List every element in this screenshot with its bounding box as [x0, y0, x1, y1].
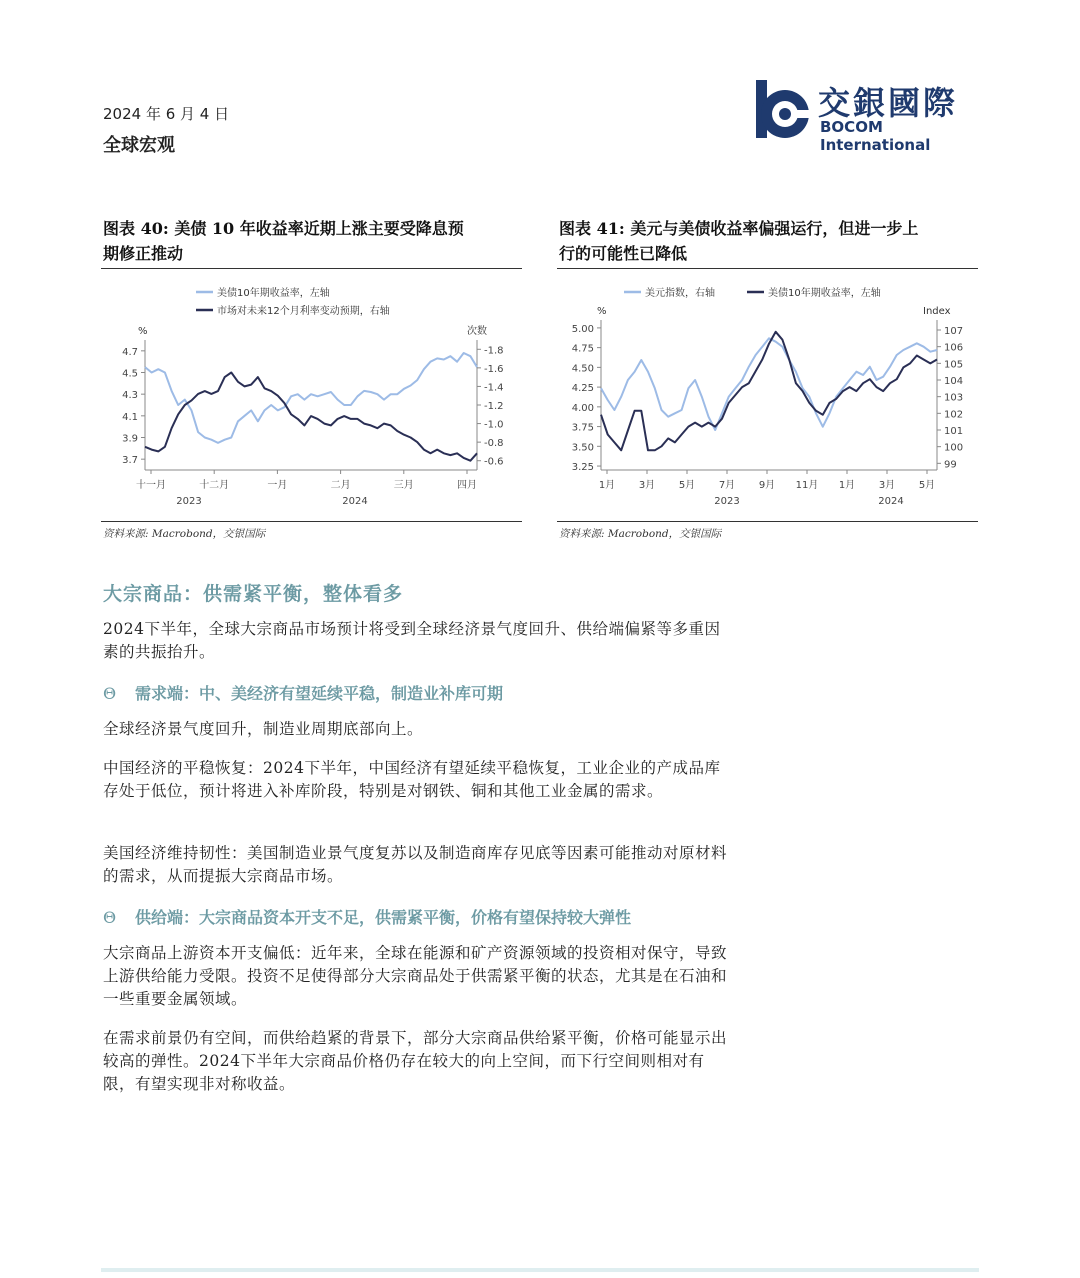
figure-40-title-line1: 图表 40: 美债 10 年收益率近期上涨主要受降息预 — [103, 219, 464, 238]
paragraph-upstream-capex: 大宗商品上游资本开支偏低：近年来，全球在能源和矿产资源领域的投资相对保守，导致上游供给能力受限。投资不足使得部分大宗商品处于供需紧平衡的状态，尤其是在石油和一些重要金属领域。 — [103, 944, 728, 1008]
right-axis-unit: 次数 — [467, 326, 487, 337]
left-axis-tick-label: 3.25 — [571, 462, 594, 474]
right-axis-tick-label: 106 — [944, 342, 964, 354]
legend-label-dxy: 美元指数，右轴 — [645, 288, 715, 299]
logo-chinese-name: 交銀國際 — [818, 84, 959, 122]
x-axis-tick-label: 11月 — [795, 480, 819, 491]
right-axis-tick-label: -1.8 — [484, 345, 504, 357]
right-axis-tick-label: 102 — [944, 409, 964, 421]
paragraph-us-economy: 美国经济维持韧性：美国制造业景气度复苏以及制造商库存见底等因素可能推动对原材料的需求，从而提振大宗商品市场。 — [103, 844, 728, 885]
x-axis-tick-label: 二月 — [330, 480, 351, 491]
left-axis-tick-label: 4.5 — [122, 368, 138, 380]
x-axis-tick-label: 3月 — [638, 480, 656, 491]
left-axis-tick-label: 4.00 — [571, 402, 594, 414]
right-axis-tick-label: 105 — [944, 359, 964, 371]
x-axis-year-label: 2024 — [878, 496, 904, 507]
x-axis-tick-label: 三月 — [393, 480, 414, 491]
figure-41-source: 资料来源: Macrobond，交银国际 — [559, 528, 722, 540]
right-axis-tick-label: 107 — [944, 326, 964, 337]
figure-40-chart — [101, 280, 523, 514]
paragraph-china-economy: 中国经济的平稳恢复：2024下半年，中国经济有望延续平稳恢复，工业企业的产成品库存处于低位，预计将进入补库阶段，特别是对钢铁、铜和其他工业金属的需求。 — [103, 759, 721, 800]
left-axis-tick-label: 3.50 — [571, 442, 594, 454]
bullet-demand — [103, 681, 503, 704]
bullet-supply-text: 供给端：大宗商品资本开支不足，供需紧平衡，价格有望保持较大弹性 — [135, 908, 632, 927]
left-axis-tick-label: 4.75 — [571, 343, 594, 355]
right-axis-tick-label: 101 — [944, 426, 964, 437]
x-axis-tick-label: 十二月 — [199, 480, 230, 491]
right-axis-tick-label: -1.0 — [484, 419, 504, 431]
left-axis-tick-label: 3.75 — [571, 422, 594, 434]
left-axis-unit: % — [597, 306, 607, 317]
left-axis-tick-label: 3.9 — [122, 433, 138, 445]
series-line-1 — [601, 332, 937, 451]
chart-legend — [196, 286, 390, 317]
chart-legend — [624, 286, 881, 299]
series-line-0 — [601, 338, 937, 430]
report-date: 2024 年 6 月 4 日 — [103, 105, 230, 123]
x-axis-year-label: 2023 — [176, 496, 202, 507]
figure-40-top-rule — [101, 268, 522, 269]
right-axis-tick-label: -1.2 — [484, 401, 504, 412]
left-axis-tick-label: 4.25 — [571, 383, 594, 395]
figure-40-source: 资料来源: Macrobond，交银国际 — [103, 528, 266, 540]
right-axis-tick-label: -0.6 — [484, 456, 504, 468]
right-axis-tick-label: 100 — [944, 442, 964, 454]
bocom-logo-mark-icon — [752, 76, 814, 142]
x-axis-tick-label: 十一月 — [136, 480, 166, 491]
intro-paragraph: 2024下半年，全球大宗商品市场预计将受到全球经济景气度回升、供给端偏紧等多重因素的共振抬升。 — [103, 620, 721, 661]
figure-41-bottom-rule — [557, 521, 978, 522]
figure-41-top-rule — [557, 268, 978, 269]
x-axis-tick-label: 一月 — [267, 480, 288, 491]
left-axis-tick-label: 4.1 — [122, 411, 138, 423]
paragraph-global-cycle: 全球经济景气度回升，制造业周期底部向上。 — [103, 720, 424, 738]
left-axis-unit: % — [138, 326, 148, 337]
x-axis-tick-label: 3月 — [878, 480, 896, 491]
paragraph-price-elasticity: 在需求前景仍有空间，而供给趋紧的背景下，部分大宗商品供给紧平衡，价格可能显示出较高的弹性。2024下半年大宗商品价格仍存在较大的向上空间，而下行空间则相对有限，有望实现非对称收益。 — [103, 1029, 728, 1093]
x-axis-tick-label: 7月 — [718, 480, 736, 491]
figure-41-title-line1: 图表 41: 美元与美债收益率偏强运行，但进一步上 — [559, 219, 919, 238]
bocom-logo — [752, 76, 984, 154]
left-axis-tick-label: 4.7 — [122, 346, 138, 358]
figure-40-title-line2: 期修正推动 — [103, 244, 184, 263]
right-axis-unit: Index — [923, 306, 951, 317]
right-axis-tick-label: 99 — [944, 459, 957, 471]
legend-label-yield: 美债10年期收益率，左轴 — [768, 288, 881, 299]
right-axis-tick-label: -1.4 — [484, 382, 504, 394]
series-line-1 — [145, 373, 477, 461]
section-heading: 大宗商品：供需紧平衡，整体看多 — [103, 583, 404, 605]
logo-english-name: BOCOM International — [820, 118, 931, 154]
figure-41-title — [559, 216, 979, 266]
figure-40-title — [103, 216, 523, 266]
x-axis-tick-label: 四月 — [457, 480, 477, 491]
x-axis-year-label: 2023 — [714, 496, 740, 507]
bullet-marker-icon: Θ — [103, 908, 117, 927]
right-axis-tick-label: 104 — [944, 376, 964, 387]
figure-41-title-line2: 行的可能性已降低 — [559, 244, 688, 263]
bullet-marker-icon: Θ — [103, 684, 117, 703]
left-axis-tick-label: 3.7 — [122, 455, 138, 467]
footer-bar — [101, 1268, 979, 1272]
legend-label-rate-expectation: 市场对未来12个月利率变动预期，右轴 — [217, 306, 390, 317]
x-axis-tick-label: 1月 — [838, 480, 856, 491]
x-axis-year-label: 2024 — [342, 496, 368, 507]
right-axis-tick-label: -0.8 — [484, 438, 504, 450]
x-axis-tick-label: 1月 — [598, 480, 616, 491]
left-axis-tick-label: 5.00 — [571, 323, 594, 335]
x-axis-tick-label: 5月 — [918, 480, 936, 491]
bullet-supply — [103, 905, 631, 928]
legend-label-yield: 美债10年期收益率，左轴 — [217, 288, 330, 299]
figure-41-chart — [557, 280, 979, 514]
left-axis-tick-label: 4.50 — [571, 363, 594, 375]
left-axis-tick-label: 4.3 — [122, 390, 138, 402]
report-section: 全球宏观 — [103, 135, 175, 156]
right-axis-tick-label: -1.6 — [484, 363, 504, 375]
x-axis-tick-label: 5月 — [678, 480, 696, 491]
bullet-demand-text: 需求端：中、美经济有望延续平稳，制造业补库可期 — [135, 684, 504, 703]
x-axis-tick-label: 9月 — [758, 480, 776, 491]
right-axis-tick-label: 103 — [944, 392, 964, 404]
figure-40-bottom-rule — [101, 521, 522, 522]
